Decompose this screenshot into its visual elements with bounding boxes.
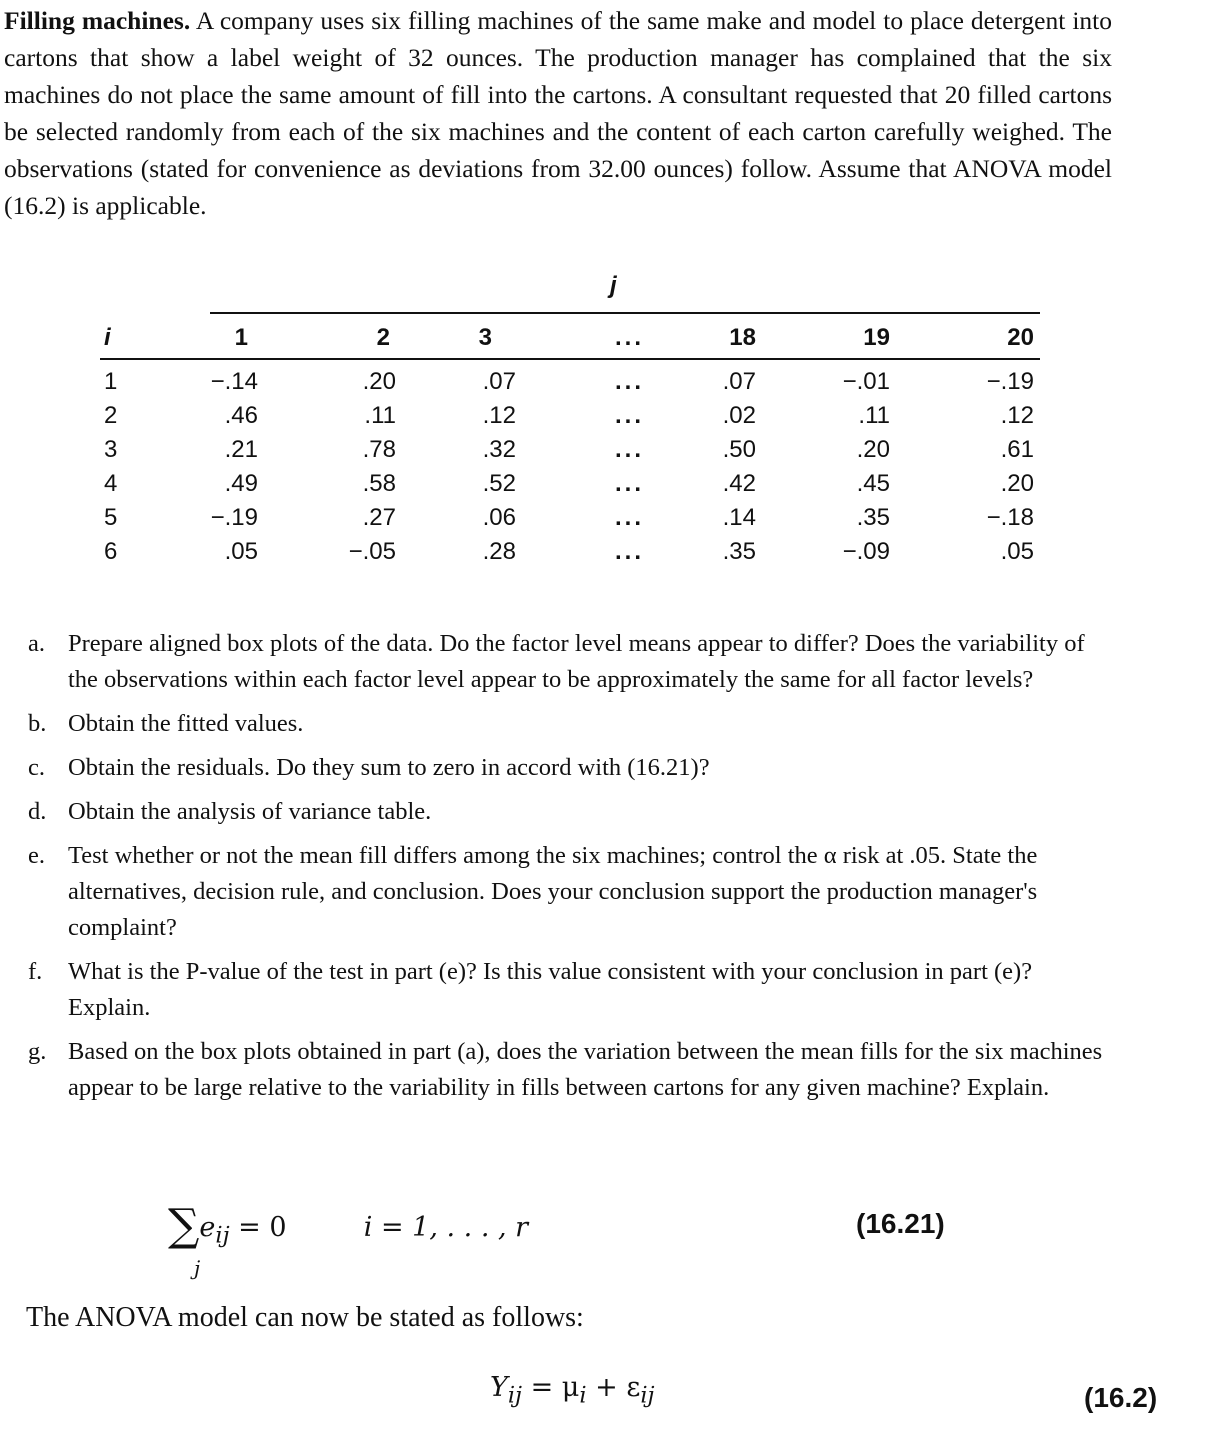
col-header: 3 bbox=[478, 324, 492, 351]
question-letter: c. bbox=[28, 754, 45, 781]
table-row bbox=[100, 436, 1040, 470]
problem-intro bbox=[4, 2, 1112, 224]
table-cell: .06 bbox=[482, 504, 516, 531]
table-cell: −.05 bbox=[348, 538, 396, 565]
col-header: 2 bbox=[376, 324, 390, 351]
col-header: ... bbox=[614, 324, 644, 351]
table-cell: .32 bbox=[482, 436, 516, 463]
row-index: 1 bbox=[104, 368, 118, 395]
table-cell: .05 bbox=[1000, 538, 1034, 565]
question-item bbox=[28, 838, 1120, 946]
table-cell: .35 bbox=[856, 504, 890, 531]
row-index: 6 bbox=[104, 538, 118, 565]
table-cell: .52 bbox=[482, 470, 516, 497]
anova-sentence: The ANOVA model can now be stated as follows: bbox=[26, 1302, 584, 1333]
table-cell: .20 bbox=[1000, 470, 1034, 497]
question-letter: g. bbox=[28, 1038, 47, 1065]
eq2-lhs-sub: ij bbox=[507, 1382, 523, 1409]
table-cell: .02 bbox=[722, 402, 756, 429]
table-cell: .58 bbox=[362, 470, 396, 497]
table-cell: .78 bbox=[362, 436, 396, 463]
eq2-plus: + ε bbox=[586, 1372, 641, 1403]
table-top-rule bbox=[210, 312, 1040, 314]
row-index: 2 bbox=[104, 402, 118, 429]
eq1-body-sub: ij bbox=[215, 1222, 230, 1249]
col-header: 19 bbox=[863, 324, 890, 351]
table-cell: −.09 bbox=[842, 538, 890, 565]
question-letter: a. bbox=[28, 630, 45, 657]
equation-16-21 bbox=[168, 1200, 529, 1280]
table-row bbox=[100, 368, 1040, 402]
i-label: i bbox=[104, 324, 111, 351]
eq2-eq: = μ bbox=[522, 1372, 580, 1403]
eq1-body: e bbox=[199, 1212, 216, 1243]
eq2-lhs: Y bbox=[490, 1372, 508, 1403]
question-text: Obtain the analysis of variance table. bbox=[68, 798, 432, 825]
problem-heading: Filling machines. bbox=[4, 6, 191, 35]
table-cell: −.14 bbox=[210, 368, 258, 395]
eq1-equals: = 0 bbox=[229, 1212, 287, 1243]
table-cell: .14 bbox=[722, 504, 756, 531]
row-index: 4 bbox=[104, 470, 118, 497]
table-cell: ... bbox=[614, 402, 644, 429]
table-row bbox=[100, 504, 1040, 538]
j-label: j bbox=[610, 272, 617, 299]
eq1-index: j bbox=[194, 1256, 201, 1280]
table-cell: .42 bbox=[722, 470, 756, 497]
eq2-mu-sub: i bbox=[579, 1382, 587, 1409]
question-text: What is the P-value of the test in part (e)? Is this value consistent with your conclusion in part (e)? Explain. bbox=[68, 958, 1033, 1021]
sum-symbol: ∑ bbox=[168, 1200, 200, 1251]
table-cell: .11 bbox=[364, 402, 396, 429]
question-text: Obtain the residuals. Do they sum to zero in accord with (16.21)? bbox=[68, 754, 710, 781]
question-text: Prepare aligned box plots of the data. Do the factor level means appear to differ? Does the variability of the observations within each factor level appear to be approximately the same for all factor levels? bbox=[68, 630, 1085, 693]
row-index: 5 bbox=[104, 504, 118, 531]
question-letter: f. bbox=[28, 958, 43, 985]
table-cell: .27 bbox=[362, 504, 396, 531]
table-cell: ... bbox=[614, 470, 644, 497]
table-cell: ... bbox=[614, 368, 644, 395]
col-header: 1 bbox=[234, 324, 248, 351]
table-row bbox=[100, 402, 1040, 436]
equation-number-16-21: (16.21) bbox=[856, 1208, 945, 1239]
equation-16-2 bbox=[490, 1372, 655, 1408]
table-cell: .20 bbox=[856, 436, 890, 463]
question-item bbox=[28, 626, 1120, 698]
row-index: 3 bbox=[104, 436, 118, 463]
table-cell: .11 bbox=[858, 402, 890, 429]
table-cell: .45 bbox=[856, 470, 890, 497]
table-cell: ... bbox=[614, 436, 644, 463]
question-item bbox=[28, 794, 1120, 830]
table-row bbox=[100, 538, 1040, 572]
question-item bbox=[28, 954, 1120, 1026]
question-item bbox=[28, 1034, 1120, 1106]
table-cell: .49 bbox=[224, 470, 258, 497]
table-cell: .12 bbox=[482, 402, 516, 429]
question-text: Based on the box plots obtained in part (a), does the variation between the mean fills for the six machines appear to be large relative to the variability in fills between cartons for any given machine? Explain. bbox=[68, 1038, 1103, 1101]
table-cell: .05 bbox=[224, 538, 258, 565]
table-cell: ... bbox=[614, 504, 644, 531]
table-cell: .12 bbox=[1000, 402, 1034, 429]
table-cell: −.01 bbox=[842, 368, 890, 395]
table-header-rule bbox=[100, 358, 1040, 360]
table-cell: −.18 bbox=[986, 504, 1034, 531]
question-item bbox=[28, 706, 1120, 742]
col-header: 18 bbox=[729, 324, 756, 351]
table-cell: .07 bbox=[482, 368, 516, 395]
table-cell: .46 bbox=[224, 402, 258, 429]
question-text: Obtain the fitted values. bbox=[68, 710, 304, 737]
table-cell: −.19 bbox=[210, 504, 258, 531]
table-cell: −.19 bbox=[986, 368, 1034, 395]
table-row bbox=[100, 470, 1040, 504]
eq2-eps-sub: ij bbox=[640, 1382, 655, 1409]
table-cell: .28 bbox=[482, 538, 516, 565]
table-cell: .50 bbox=[722, 436, 756, 463]
question-item bbox=[28, 750, 1120, 786]
table-cell: .61 bbox=[1000, 436, 1034, 463]
problem-body: A company uses six filling machines of the same make and model to place detergent into cartons that show a label weight of 32 ounces. The production manager has complained that the six machines do not place the same amount of fill into the cartons. A consultant requested that 20 filled cartons be selected randomly from each of the six machines and the content of each carton carefully weighed. The observations (stated for convenience as deviations from 32.00 ounces) follow. Assume that ANOVA model (16.2) is applicable. bbox=[4, 6, 1112, 220]
question-list bbox=[28, 626, 1120, 1114]
table-cell: .20 bbox=[362, 368, 396, 395]
table-cell: .07 bbox=[722, 368, 756, 395]
table-cell: .35 bbox=[722, 538, 756, 565]
question-letter: b. bbox=[28, 710, 47, 737]
eq1-range: i = 1, . . . , r bbox=[363, 1212, 529, 1243]
col-header: 20 bbox=[1007, 324, 1034, 351]
table-cell: .21 bbox=[224, 436, 258, 463]
question-letter: d. bbox=[28, 798, 47, 825]
question-letter: e. bbox=[28, 842, 45, 869]
table-header-row bbox=[100, 324, 1040, 358]
equation-number-16-2: (16.2) bbox=[1084, 1382, 1158, 1413]
table-cell: ... bbox=[614, 538, 644, 565]
question-text: Test whether or not the mean fill differs among the six machines; control the α risk at .05. State the alternatives, decision rule, and conclusion. Does your conclusion support the production manager's complaint? bbox=[68, 842, 1038, 941]
